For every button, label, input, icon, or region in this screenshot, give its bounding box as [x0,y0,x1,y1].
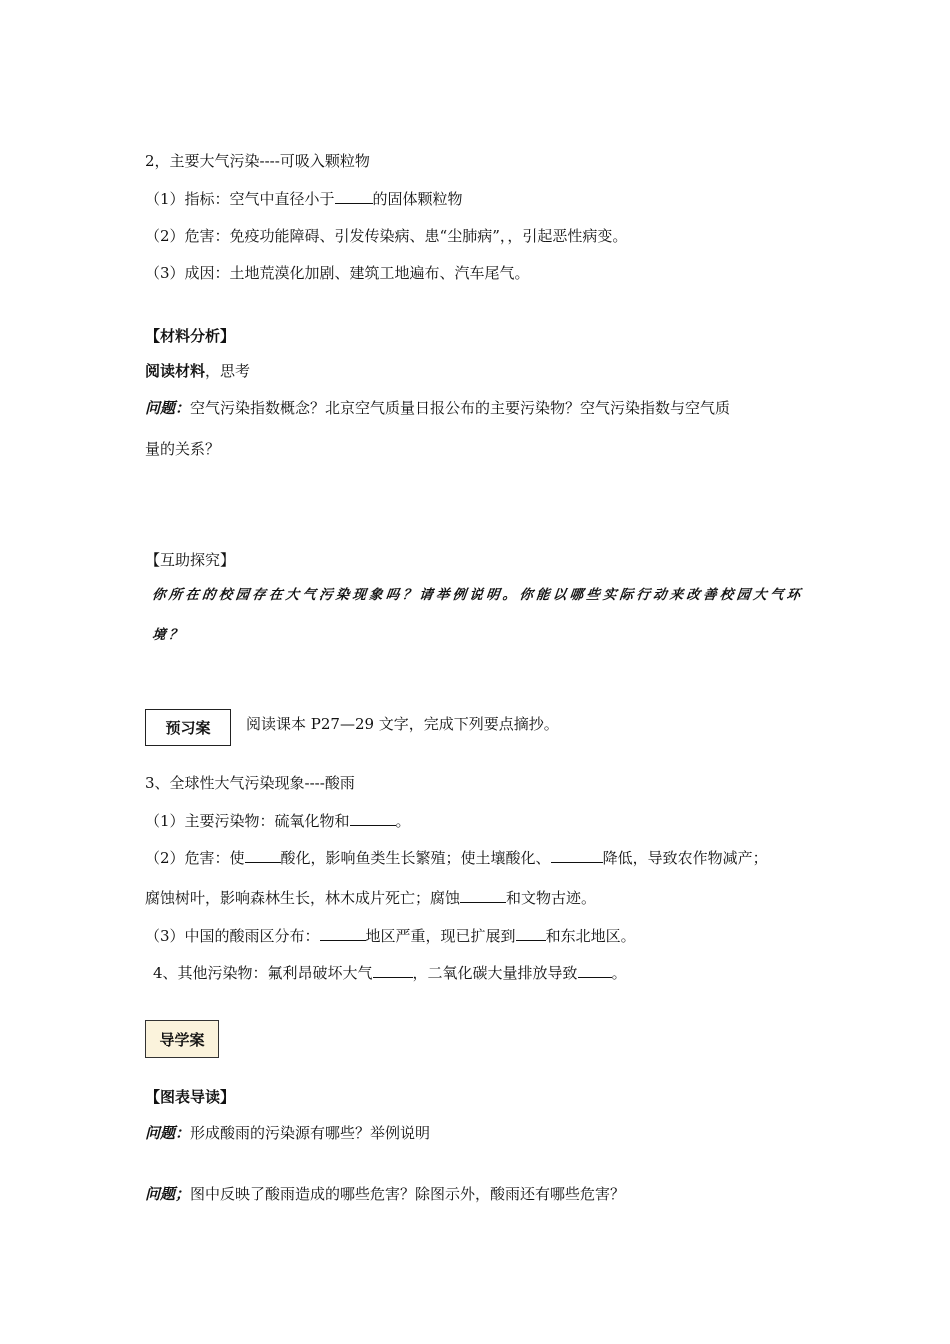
material-heading: 【材料分析】 [145,327,236,345]
section-2-item-2: （2）危害：免疫功能障碍、引发传染病、患“尘肺病”，，引起恶性病变。 [145,227,628,245]
material-question: 问题：空气污染指数概念？北京空气质量日报公布的主要污染物？空气污染指数与空气质 [145,399,731,417]
explore-text-line-2: 境？ [151,627,187,643]
section-3-item-2: （2）危害：使 酸化，影响鱼类生长繁殖；使土壤酸化、 降低，导致农作物减产； [145,849,768,867]
fill-blank [350,811,396,826]
fill-blank [578,963,612,978]
section-2-item-3: （3）成因：土地荒漠化加剧、建筑工地遍布、汽车尾气。 [145,264,530,282]
section-3-item-3: （3）中国的酸雨区分布： 地区严重，现已扩展到 和东北地区。 [145,927,636,945]
fill-blank [516,926,546,941]
explore-heading: 【互助探究】 [145,551,236,569]
fill-blank [373,963,413,978]
fill-blank [335,189,373,204]
fill-blank [320,926,366,941]
section-4: 4、其他污染物：氟利昂破坏大气 ，二氧化碳大量排放导致 。 [153,964,627,982]
fill-blank [460,888,506,903]
explore-text-line-1: 你所在的校园存在大气污染现象吗？请举例说明。你能以哪些实际行动来改善校园大气环 [151,587,805,603]
preview-box: 预习案 [145,709,231,746]
section-2-item-1: （1）指标：空气中直径小于 的固体颗粒物 [145,190,463,208]
fill-blank [551,848,603,863]
material-read: 阅读材料，思考 [145,362,251,380]
section-2-title: 2，主要大气污染----可吸入颗粒物 [145,152,370,170]
guide-box: 导学案 [145,1020,219,1058]
chart-reading-heading: 【图表导读】 [145,1088,236,1106]
guide-question-2: 问题；图中反映了酸雨造成的哪些危害？除图示外，酸雨还有哪些危害？ [145,1185,626,1203]
section-3-title: 3、全球性大气污染现象----酸雨 [145,774,355,792]
material-question-cont: 量的关系？ [145,440,221,458]
section-3-item-1: （1）主要污染物：硫氧化物和 。 [145,812,411,830]
section-3-item-2-cont: 腐蚀树叶，影响森林生长，林木成片死亡；腐蚀 和文物古迹。 [145,889,597,907]
fill-blank [245,848,281,863]
guide-question-1: 问题：形成酸雨的污染源有哪些？举例说明 [145,1124,431,1142]
preview-instruction: 阅读课本 P27—29 文字，完成下列要点摘抄。 [246,715,559,733]
